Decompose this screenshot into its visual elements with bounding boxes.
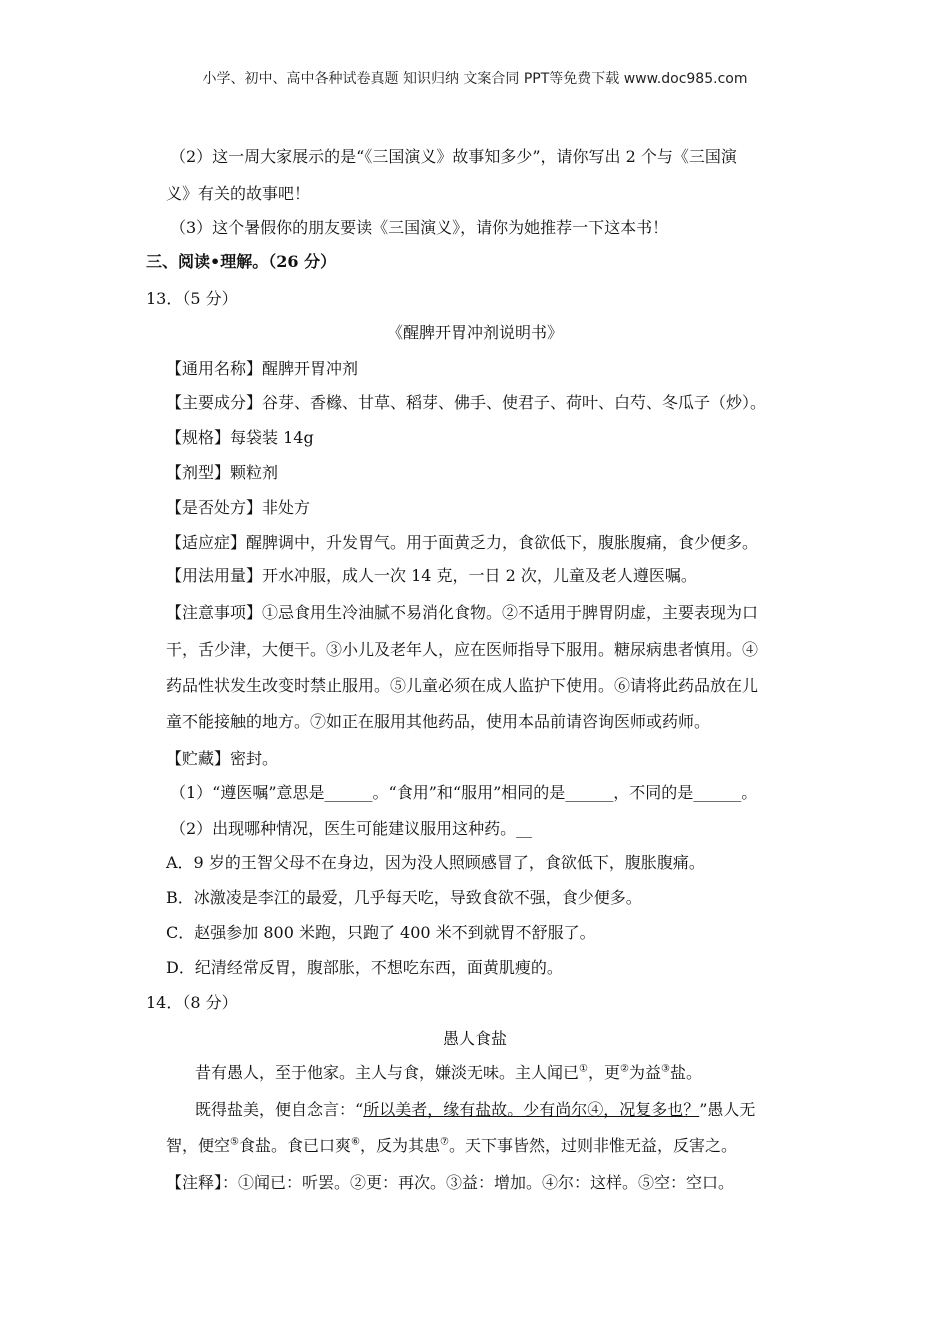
q13-line: 童不能接触的地方。⑦如正在服用其他药品，使用本品前请咨询医师或药师。: [166, 712, 711, 731]
q13-option-b: B．冰激凌是李江的最爱，几乎每天吃，导致食欲不强，食少便多。: [166, 888, 642, 907]
q13-line: 【规格】每袋装 14g: [166, 428, 314, 447]
q13-line: 【主要成分】谷芽、香橼、甘草、稻芽、佛手、使君子、荷叶、白芍、冬瓜子（炒）。: [166, 393, 767, 412]
q13-line: 【通用名称】醒脾开胃冲剂: [166, 359, 359, 378]
q13-line: 药品性状发生改变时禁止服用。⑤儿童必须在成人监护下使用。⑥请将此药品放在儿: [166, 676, 759, 695]
q12-sub3: （3）这个暑假你的朋友要读《三国演义》，请你为她推荐一下这本书！: [170, 218, 669, 237]
q13-line: 干，舌少津，大便干。③小儿及老年人，应在医师指导下服用。糖尿病患者慎用。④: [166, 640, 759, 659]
q13-title: 《醒脾开胃冲剂说明书》: [386, 323, 563, 342]
page-header: 小学、初中、高中各种试卷真题 知识归纳 文案合同 PPT等免费下载 www.doc985.com: [202, 71, 748, 87]
q13-line: 【适应症】醒脾调中，升发胃气。用于面黄乏力，食欲低下，腹胀腹痛，食少便多。: [166, 533, 759, 552]
q14-title: 愚人食盐: [442, 1029, 507, 1048]
q13-line: 【贮藏】密封。: [166, 749, 279, 768]
q13-sub1: （1）“遵医嘱”意思是______。“食用”和“服用”相同的是______，不同的是______。: [170, 783, 758, 802]
q13-line: 【用法用量】开水冲服，成人一次 14 克，一日 2 次，儿童及老人遵医嘱。: [166, 566, 697, 585]
q13-option-a: A．9 岁的王智父母不在身边，因为没人照顾感冒了，食欲低下，腹胀腹痛。: [166, 853, 705, 872]
section3-heading: 三、阅读•理解。（26 分）: [146, 252, 337, 271]
underlined-sentence: 所以美者，缘有盐故。少有尚尔④，况复多也？: [363, 1100, 700, 1119]
q13-line: 【注意事项】①忌食用生冷油腻不易消化食物。②不适用于脾胃阴虚，主要表现为口: [166, 603, 759, 622]
q13-line: 【剂型】颗粒剂: [166, 463, 279, 482]
q13-option-d: D．纪清经常反胃，腹部胀，不想吃东西，面黄肌瘦的。: [166, 958, 563, 977]
q12-sub2-line1: （2）这一周大家展示的是“《三国演义》故事知多少”，请你写出 2 个与《三国演: [170, 147, 737, 166]
q13-option-c: C．赵强参加 800 米跑，只跑了 400 米不到就胃不舒服了。: [166, 923, 596, 942]
q13-number: 13．（5 分）: [146, 289, 238, 308]
q13-line: 【是否处方】非处方: [166, 498, 311, 517]
q14-paragraph-2: 既得盐美，便自念言：“所以美者，缘有盐故。少有尚尔④，况复多也？”愚人无: [195, 1100, 756, 1119]
q13-sub2: （2）出现哪种情况，医生可能建议服用这种药。__: [170, 819, 533, 838]
q12-sub2-line2: 义》有关的故事吧！: [166, 184, 311, 203]
q14-notes: 【注释】：①闻已：听罢。②更：再次。③益：增加。④尔：这样。⑤空：空口。: [166, 1173, 735, 1192]
q14-paragraph-3: 智，便空⑤食盐。食已口爽⑥，反为其患⑦。天下事皆然，过则非惟无益，反害之。: [166, 1136, 737, 1155]
q14-paragraph-1: 昔有愚人，至于他家。主人与食，嫌淡无味。主人闻已①，更②为益③盐。: [195, 1063, 702, 1082]
q14-number: 14．（8 分）: [146, 993, 238, 1012]
